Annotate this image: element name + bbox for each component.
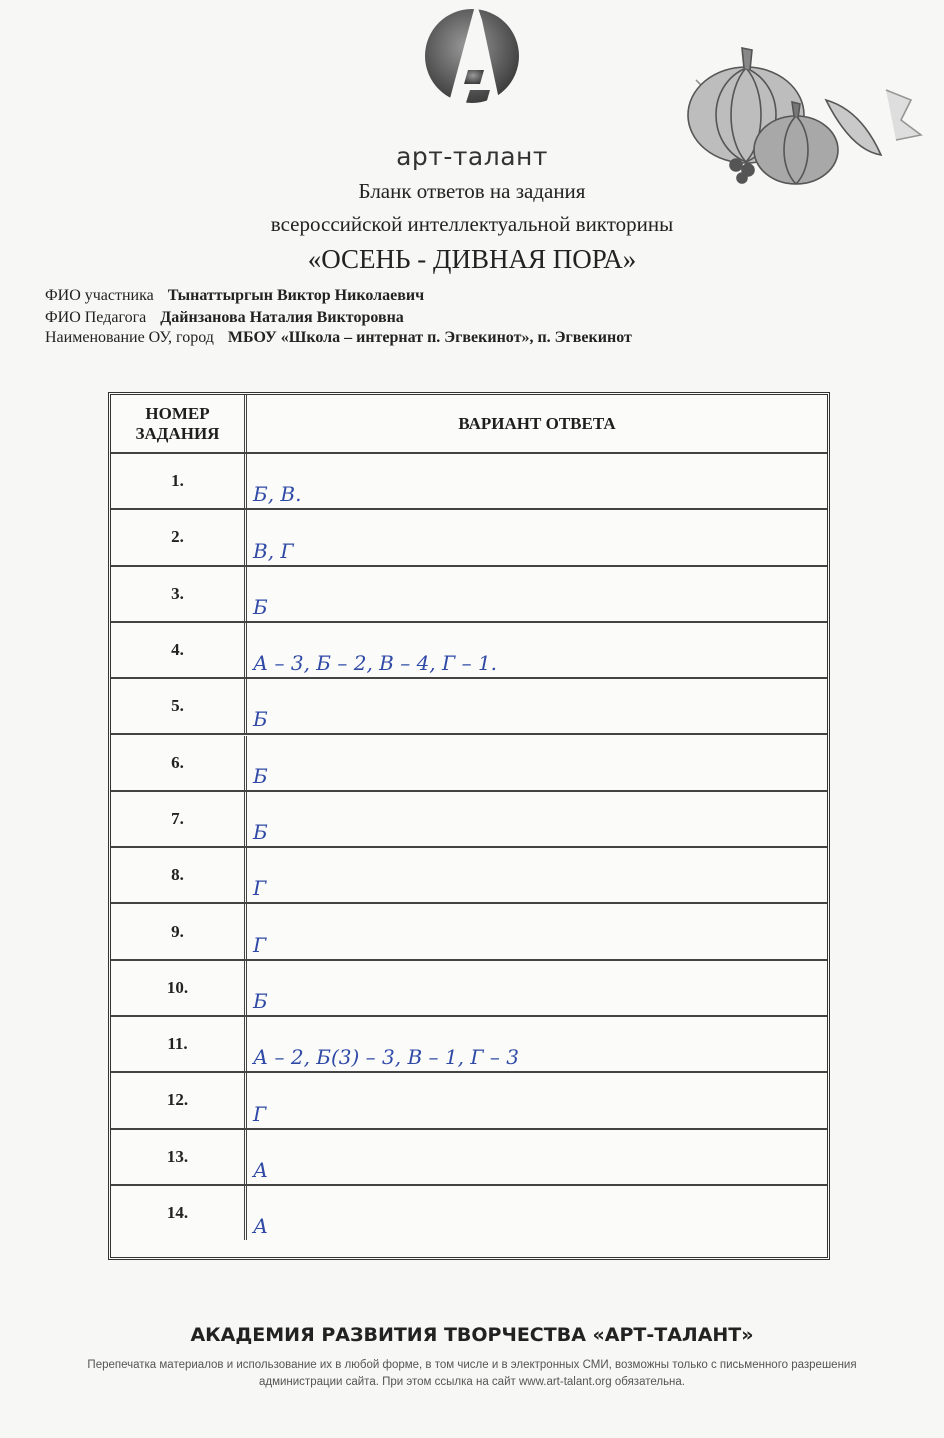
teacher-label: ФИО Педагога [45,309,147,326]
quiz-name: «ОСЕНЬ - ДИВНАЯ ПОРА» [307,244,637,274]
table-row [111,1130,827,1186]
task-number: 12. [111,1073,247,1127]
table-row [111,623,827,679]
footer-note: Перепечатка материалов и использование их в любой форме, в том числе и в электронных СМИ, возможны только с письменного разрешения администрации сайта. При этом ссылка на сайт www.art-talant.org обязательна. [87,1359,857,1388]
table-row [111,1186,827,1240]
task-number: 8. [111,848,247,902]
participant-name: Тынаттыргын Виктор Николаевич [167,287,425,304]
task-answer: Б [253,594,268,619]
task-answer: Б [253,988,268,1013]
form-subtitle: всероссийской интеллектуальной викторины [270,212,674,236]
column-header-number-line2: ЗАДАНИЯ [135,423,220,443]
task-answer: А – 3, Б – 2, В – 4, Г – 1. [253,651,498,676]
task-answer: Б [253,707,268,732]
task-number: 4. [111,623,247,677]
task-number: 2. [111,510,247,564]
table-row [111,904,827,960]
table-row [111,679,827,735]
task-number: 9. [111,904,247,958]
teacher-line [45,309,404,327]
table-row [111,736,827,792]
task-number: 5. [111,679,247,733]
school-label: Наименование ОУ, город [45,329,214,346]
table-row [111,1017,827,1073]
form-title: Бланк ответов на задания [358,179,586,203]
task-number: 11. [111,1017,247,1071]
column-header-number-line1: НОМЕР [145,403,210,423]
task-answer: В, Г [253,538,294,563]
footer-title: АКАДЕМИЯ РАЗВИТИЯ ТВОРЧЕСТВА «АРТ-ТАЛАНТ» [190,1324,754,1346]
task-number: 3. [111,567,247,621]
school-name: МБОУ «Школа – интернат п. Эгвекинот», п. Эгвекинот [227,329,632,346]
table-row [111,961,827,1017]
task-number: 6. [111,736,247,790]
task-number: 13. [111,1130,247,1184]
task-answer: Б [253,763,268,788]
task-number: 14. [111,1186,247,1240]
table-row [111,567,827,623]
task-number: 10. [111,961,247,1015]
task-number: 7. [111,792,247,846]
column-header-number [111,395,247,452]
task-answer: А [253,1157,269,1182]
column-header-answer: ВАРИАНТ ОТВЕТА [458,413,616,433]
task-answer: А – 2, Б(3) – 3, В – 1, Г – 3 [253,1045,520,1070]
participant-line [45,287,424,305]
answers-table [108,392,830,1260]
table-row [111,792,827,848]
table-row [111,454,827,510]
table-row [111,848,827,904]
brand-name: арт-талант [396,142,548,171]
task-answer: Г [253,1101,267,1126]
participant-label: ФИО участника [45,287,154,304]
task-answer: Б, В. [253,482,302,507]
task-answer: Б [253,820,268,845]
task-number: 1. [111,454,247,508]
table-row [111,1073,827,1129]
autumn-pumpkins-icon [676,40,926,190]
school-line [45,329,632,347]
art-talant-logo-icon [418,0,526,135]
table-row [111,510,827,566]
task-answer: Г [253,932,267,957]
task-answer: А [253,1214,269,1239]
task-answer: Г [253,876,267,901]
table-header [111,395,827,454]
teacher-name: Дайнзанова Наталия Викторовна [160,309,404,326]
